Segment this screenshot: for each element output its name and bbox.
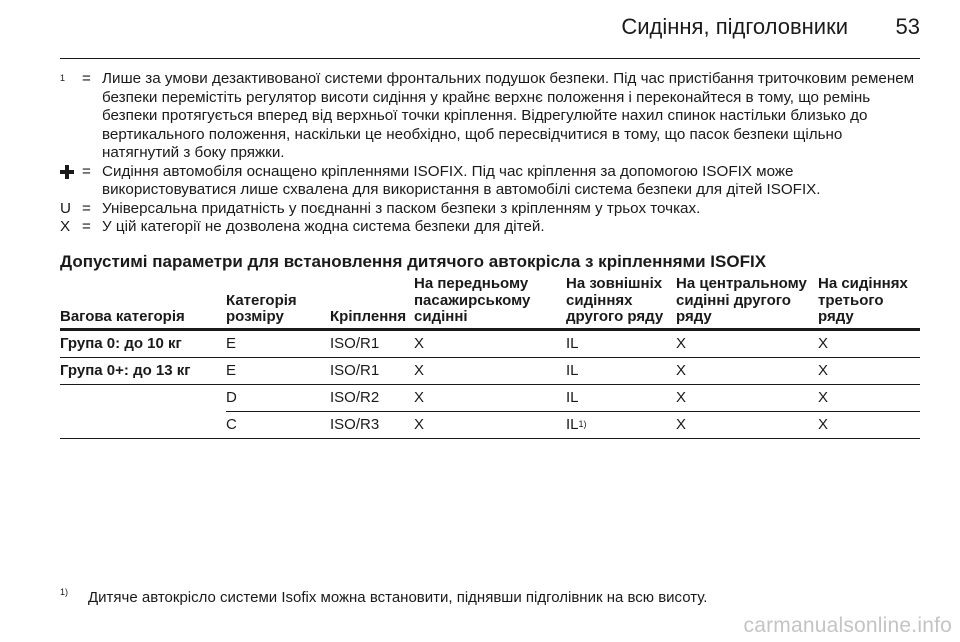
- table-row: [60, 329, 920, 357]
- table-cell: X: [414, 329, 566, 357]
- legend-symbol: 1: [60, 73, 66, 83]
- table-cell: X: [818, 384, 920, 411]
- table-cell: D: [226, 384, 330, 411]
- table-cell: IL: [566, 329, 676, 357]
- legend-item: [60, 218, 922, 237]
- table-cell: X: [818, 357, 920, 384]
- table-cell: Група 0+: до 13 кг: [60, 357, 226, 384]
- table-cell: X: [414, 384, 566, 411]
- footnote: [60, 589, 707, 606]
- column-header: Категорія розміру: [226, 276, 330, 329]
- footnote-ref: 1): [578, 419, 587, 429]
- legend-text: У цій категорії не дозволена жодна система безпеки для дітей.: [102, 218, 545, 235]
- table-cell: X: [676, 357, 818, 384]
- legend-symbol: [60, 163, 82, 200]
- page-number: 53: [895, 14, 920, 39]
- table-cell: [566, 411, 676, 438]
- column-header: На передньому пасажирському сидінні: [414, 276, 566, 329]
- table-cell: ISO/R3: [330, 411, 414, 438]
- table-header-row: [60, 276, 920, 329]
- isofix-table: [60, 276, 920, 439]
- table-cell: [60, 384, 226, 411]
- footnote-text: Дитяче автокрісло системи Isofix можна встановити, піднявши підголівник на всю висоту.: [88, 589, 708, 606]
- table-row: [60, 411, 920, 438]
- table-cell: E: [226, 357, 330, 384]
- legend-item: [60, 200, 922, 219]
- section-heading: Допустимі параметри для встановлення дитячого автокрісла з кріпленнями ISOFIX: [60, 252, 767, 271]
- legend-equals: =: [82, 199, 91, 217]
- cell-value: IL: [566, 416, 579, 433]
- table-cell: X: [818, 411, 920, 438]
- table-cell: X: [414, 357, 566, 384]
- header-divider: [60, 58, 920, 59]
- table-cell: IL: [566, 384, 676, 411]
- column-header: На центральному сидінні другого ряду: [676, 276, 818, 329]
- table-cell: X: [676, 384, 818, 411]
- legend-text: Сидіння автомобіля оснащено кріпленнями ISOFIX. Під час кріплення за допомогою ISOFIX може використовуватися лише схвалена для використання в автомобілі система безпеки для дітей ISOFIX.: [102, 162, 821, 198]
- legend-symbol: U: [60, 199, 71, 217]
- watermark: carmanualsonline.info: [743, 614, 952, 637]
- table-row: [60, 384, 920, 411]
- column-header: На сидіннях третього ряду: [818, 276, 920, 329]
- table-cell: ISO/R1: [330, 329, 414, 357]
- legend-equals: =: [82, 70, 91, 87]
- column-header: Кріплення: [330, 276, 414, 329]
- plus-icon: [60, 165, 74, 179]
- table-cell: X: [676, 329, 818, 357]
- footnote-mark: 1): [60, 587, 69, 597]
- legend-equals: =: [82, 162, 91, 180]
- table-cell: E: [226, 329, 330, 357]
- legend-equals: =: [82, 218, 91, 235]
- table-cell: X: [676, 411, 818, 438]
- table-cell: C: [226, 411, 330, 438]
- table-cell: IL: [566, 357, 676, 384]
- page-title: Сидіння, підголовники: [621, 14, 848, 39]
- table-cell: X: [414, 411, 566, 438]
- legend-item: [60, 163, 922, 200]
- legend-notes: [60, 70, 922, 237]
- table-cell: ISO/R1: [330, 357, 414, 384]
- legend-item: [60, 70, 922, 163]
- legend-text: Універсальна придатність у поєднанні з паском безпеки з кріпленням у трьох точках.: [102, 199, 701, 217]
- table-cell: Група 0: до 10 кг: [60, 329, 226, 357]
- column-header: На зовнішніх сидіннях другого ряду: [566, 276, 676, 329]
- legend-symbol: X: [60, 218, 71, 235]
- page-header: [60, 0, 920, 56]
- table-row: [60, 357, 920, 384]
- column-header: Вагова категорія: [60, 276, 226, 329]
- table-cell: X: [818, 329, 920, 357]
- table-cell: [60, 411, 226, 438]
- table-cell: ISO/R2: [330, 384, 414, 411]
- legend-text: Лише за умови дезактивованої системи фронтальних подушок безпеки. Під час пристібання триточковим ременем безпеки перемістіть регулятор висоти сидіння у крайнє верхнє положення і переконайтеся в тому, що ремінь безпеки протягується вперед від верхньої точки кріплення. Відрегулюйте нахил спинок настільки близько до вертикального положення, наскільки це необхідно, щоб пересвідчитися в тому, що пасок безпеки щільно натягнутий з боку пряжки.: [102, 70, 915, 161]
